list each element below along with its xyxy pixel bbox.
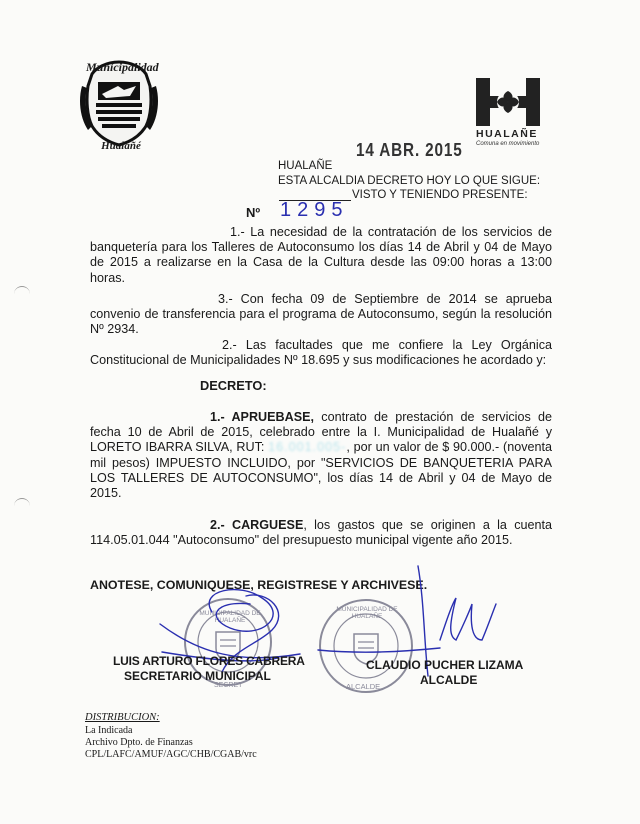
- closing-line: ANOTESE, COMUNIQUESE, REGISTRESE Y ARCHIVESE.: [90, 578, 428, 592]
- distribution-heading: DISTRIBUCION:: [85, 712, 160, 723]
- crest-top-text: Municipalidad: [86, 60, 159, 74]
- left-signer-title: SECRETARIO MUNICIPAL: [124, 669, 271, 683]
- date-stamp: 14 ABR. 2015: [356, 140, 463, 160]
- left-signer-name: LUIS ARTURO FLORES CABRERA: [113, 654, 305, 668]
- article-2: [90, 518, 552, 548]
- decree-number: 1295: [280, 199, 349, 221]
- article-1-prefix: 1.- APRUEBASE,: [210, 410, 315, 424]
- article-1-text-a: contrato de prestación de servicios de fecha 10 de Abril de 2015, celebrado entre la I. Municipalidad de Hualañé y LORETO IBARRA SILVA, RUT:: [90, 410, 552, 455]
- consideration-1: 1.- La necesidad de la contratación de los servicios de banquetería para los Talleres de Autoconsumo los días 14 de Abril y 04 de Mayo de 2015 a realizarse en la Casa de la Cultura desde las 09:00 horas a 13:00 horas.: [90, 225, 552, 285]
- consideration-2: 2.- Las facultades que me confiere la Ley Orgánica Constitucional de Municipalidades Nº 18.695 y sus modificaciones he acordado y:: [90, 338, 552, 368]
- crest-bottom-text: Hualañé: [101, 140, 141, 152]
- right-signer-name: CLAUDIO PUCHER LIZAMA: [366, 658, 524, 672]
- place-name: HUALAÑE: [278, 160, 333, 172]
- article-2-prefix: 2.- CARGUESE: [210, 518, 304, 532]
- consideration-3: 3.- Con fecha 09 de Septiembre de 2014 se aprueba convenio de transferencia para el programa de Autoconsumo, según la resolución Nº 2934.: [90, 292, 552, 337]
- decreto-heading: DECRETO:: [200, 378, 267, 393]
- right-signer-title: ALCALDE: [420, 673, 478, 687]
- distribution-line-1: La Indicada: [85, 725, 133, 736]
- article-1-text-b: , por un valor de $ 90.000.- (noventa mil pesos) IMPUESTO INCLUIDO, por "SERVICIOS DE BANQUETERIA PARA LOS TALLERES DE AUTOCONSUMO", los días 14 de Abril y 04 de Mayo de 2015.: [90, 440, 553, 501]
- logo-name: HUALAÑE: [476, 128, 538, 140]
- distribution-line-2: Archivo Dpto. de Finanzas: [85, 737, 193, 748]
- number-prefix: Nº: [246, 205, 261, 220]
- visto-line: VISTO Y TENIENDO PRESENTE:: [352, 189, 528, 201]
- left-seal-bottom-text: SECRET: [214, 682, 243, 689]
- right-seal-bottom-text: ALCALDE: [346, 682, 381, 691]
- distribution-line-3: CPL/LAFC/AMUF/AGC/CHB/CGAB/vrc: [85, 749, 257, 760]
- article-1: [90, 410, 552, 501]
- logo-tagline: Comuna en movimiento: [476, 141, 540, 147]
- decree-line: ESTA ALCALDIA DECRETO HOY LO QUE SIGUE:: [278, 175, 541, 187]
- rut-value: 16.001.005-: [268, 440, 347, 455]
- right-seal-top-text: MUNICIPALIDAD DE HUALAÑE: [336, 606, 398, 620]
- hualane-logo: [474, 76, 542, 128]
- article-2-text: , los gastos que se originen a la cuenta 114.05.01.044 "Autoconsumo" del presupuesto municipal vigente año 2015.: [90, 518, 553, 548]
- punch-mark-bottom: [14, 498, 30, 507]
- punch-mark-top: [14, 286, 30, 295]
- left-seal-top-text: MUNICIPALIDAD DE HUALAÑE: [199, 610, 261, 624]
